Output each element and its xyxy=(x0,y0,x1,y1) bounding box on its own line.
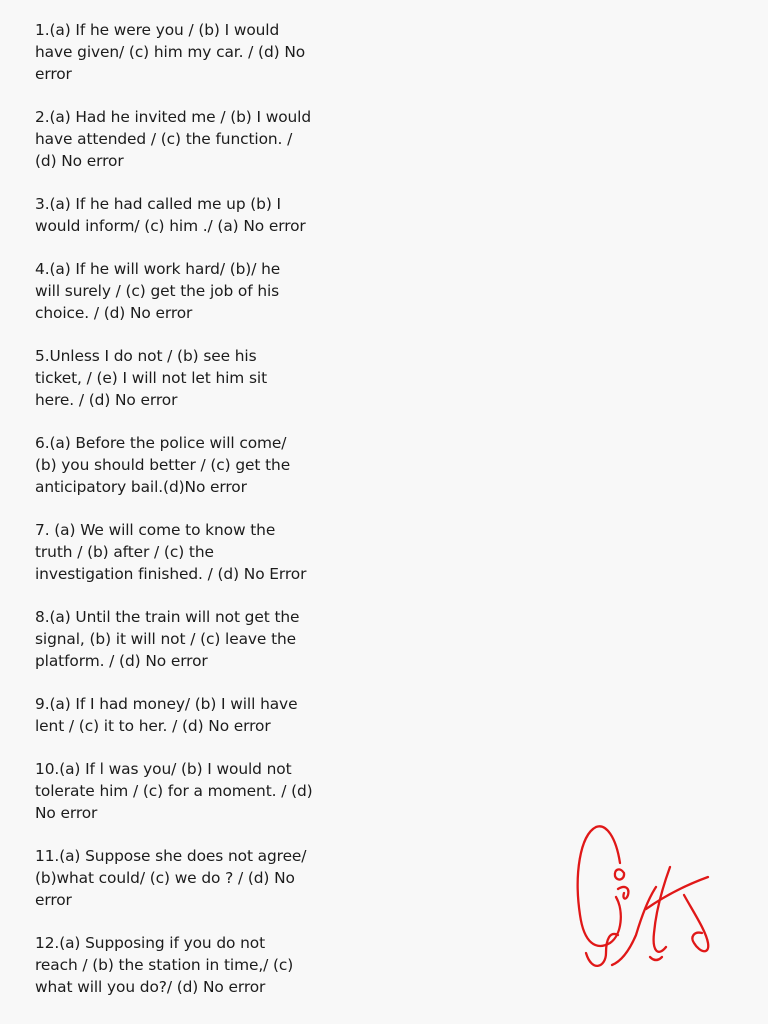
question-2 xyxy=(35,106,325,172)
question-number: 5. xyxy=(35,347,50,365)
question-10 xyxy=(35,758,325,824)
question-text: (a) Supposing if you do not reach / (b) the station in time,/ (c) what will you do?/ (d) No error xyxy=(35,934,294,996)
question-9 xyxy=(35,693,325,737)
question-text: (a) If l was you/ (b) I would not tolerate him / (c) for a moment. / (d) No error xyxy=(35,760,313,822)
question-text: (a) Had he invited me / (b) I would have attended / (c) the function. / (d) No error xyxy=(35,108,312,170)
question-text: (a) Before the police will come/ (b) you should better / (c) get the anticipatory bail.(d)No error xyxy=(35,434,291,496)
question-5 xyxy=(35,345,325,411)
question-number: 11. xyxy=(35,847,60,865)
question-text: (a) If he will work hard/ (b)/ he will surely / (c) get the job of his choice. / (d) No error xyxy=(35,260,281,322)
question-8 xyxy=(35,606,325,672)
question-text: Unless I do not / (b) see his ticket, / (e) I will not let him sit here. / (d) No error xyxy=(35,347,268,409)
question-text: (a) We will come to know the truth / (b) after / (c) the investigation finished. / (d) No Error xyxy=(35,521,307,583)
question-3 xyxy=(35,193,325,237)
question-number: 2. xyxy=(35,108,50,126)
question-number: 6. xyxy=(35,434,50,452)
question-list xyxy=(35,19,325,1019)
question-text: (a) If he were you / (b) I would have given/ (c) him my car. / (d) No error xyxy=(35,21,306,83)
question-12 xyxy=(35,932,325,998)
question-6 xyxy=(35,432,325,498)
question-text: (a) If I had money/ (b) I will have lent / (c) it to her. / (d) No error xyxy=(35,695,298,735)
question-number: 9. xyxy=(35,695,50,713)
handwritten-signature-icon xyxy=(562,815,732,985)
question-number: 3. xyxy=(35,195,50,213)
question-number: 10. xyxy=(35,760,60,778)
question-text: (a) Until the train will not get the signal, (b) it will not / (c) leave the platform. / (d) No error xyxy=(35,608,300,670)
question-4 xyxy=(35,258,325,324)
question-1 xyxy=(35,19,325,85)
question-number: 12. xyxy=(35,934,60,952)
question-7 xyxy=(35,519,325,585)
question-number: 7. xyxy=(35,521,55,539)
question-text: (a) If he had called me up (b) I would inform/ (c) him ./ (a) No error xyxy=(35,195,306,235)
question-number: 4. xyxy=(35,260,50,278)
question-11 xyxy=(35,845,325,911)
question-text: (a) Suppose she does not agree/ (b)what could/ (c) we do ? / (d) No error xyxy=(35,847,307,909)
question-number: 1. xyxy=(35,21,50,39)
question-number: 8. xyxy=(35,608,50,626)
